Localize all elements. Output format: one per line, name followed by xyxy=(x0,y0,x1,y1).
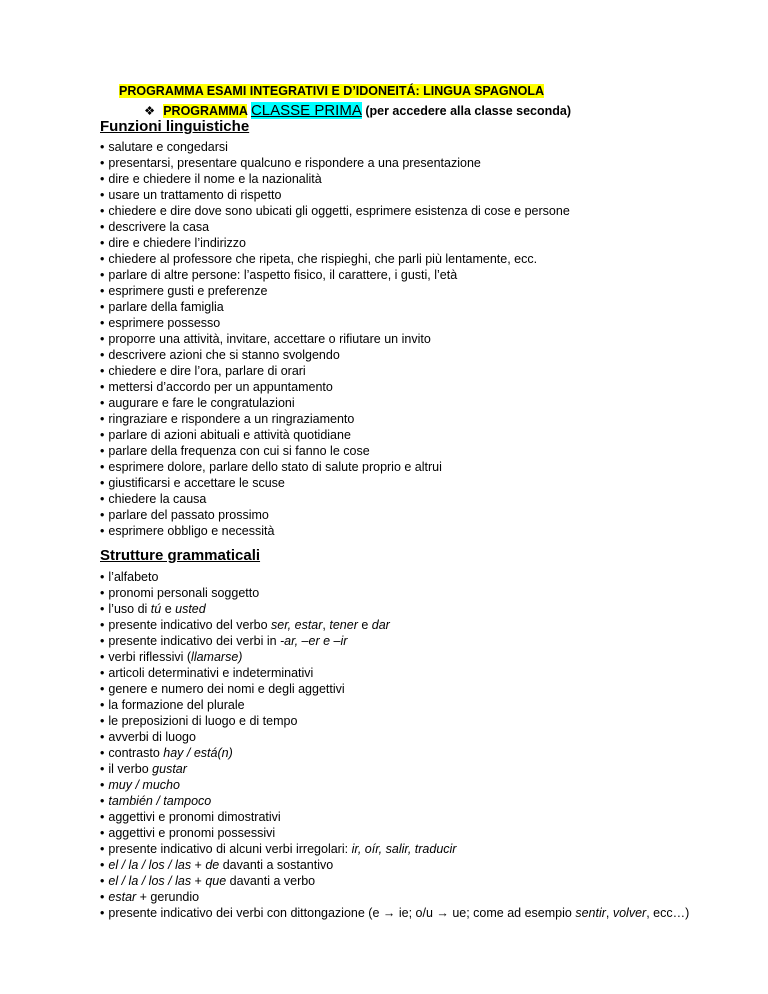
list-item xyxy=(100,347,570,363)
list-item-text: volver xyxy=(612,906,647,920)
list-item-text: esprimere possesso xyxy=(108,316,221,330)
list-item xyxy=(100,873,689,889)
list-item-text: muy / mucho xyxy=(108,778,180,792)
list-item xyxy=(100,379,570,395)
strutture-heading: Strutture grammaticali xyxy=(100,547,261,564)
list-item-text: pronomi personali soggetto xyxy=(108,586,260,600)
list-item xyxy=(100,171,570,187)
list-item-text: proporre una attività, invitare, accettare o rifiutare un invito xyxy=(108,332,431,346)
list-item xyxy=(100,203,570,219)
list-item-text: el / la / los / las xyxy=(108,858,192,872)
list-item xyxy=(100,491,570,507)
list-item-text: + gerundio xyxy=(136,890,200,904)
bullet-icon: • xyxy=(100,778,105,792)
document-title xyxy=(119,84,544,98)
subtitle-suffix: (per accedere alla classe seconda) xyxy=(365,104,572,118)
list-item-text: presente indicativo del verbo xyxy=(108,618,271,632)
list-item-text: dar xyxy=(371,618,390,632)
document-title-text: PROGRAMMA ESAMI INTEGRATIVI E D’IDONEITÁ: LINGUA SPAGNOLA xyxy=(119,84,544,98)
list-item-text: la formazione del plurale xyxy=(108,698,245,712)
list-item xyxy=(100,617,689,633)
bullet-icon: • xyxy=(100,380,105,394)
list-item xyxy=(100,761,689,777)
list-item xyxy=(100,857,689,873)
list-item-text: parlare del passato prossimo xyxy=(108,508,269,522)
bullet-icon: • xyxy=(100,252,105,266)
list-item-text: verbi riflessivi ( xyxy=(108,650,192,664)
list-item xyxy=(100,809,689,825)
list-item-text: ser, estar xyxy=(271,618,323,632)
bullet-icon: • xyxy=(100,570,105,584)
bullet-icon: • xyxy=(100,412,105,426)
list-item-text: , xyxy=(605,906,613,920)
list-item xyxy=(100,315,570,331)
bullet-icon: • xyxy=(100,300,105,314)
bullet-icon: • xyxy=(100,460,105,474)
funzioni-heading: Funzioni linguistiche xyxy=(100,118,250,135)
list-item xyxy=(100,601,689,617)
list-item-text: el / la / los / las xyxy=(108,874,192,888)
list-item-text: llamarse) xyxy=(191,650,243,664)
list-item-text: articoli determinativi e indeterminativi xyxy=(108,666,314,680)
list-item-text: + xyxy=(191,858,206,872)
funzioni-list xyxy=(100,139,570,539)
document-subtitle xyxy=(144,102,571,119)
bullet-icon: • xyxy=(100,746,105,760)
list-item xyxy=(100,331,570,347)
list-item xyxy=(100,777,689,793)
bullet-icon: • xyxy=(100,316,105,330)
list-item xyxy=(100,251,570,267)
list-item-text: descrivere azioni che si stanno svolgendo xyxy=(108,348,340,362)
diamond-bullet-icon: ❖ xyxy=(144,104,156,118)
bullet-icon: • xyxy=(100,858,105,872)
list-item-text: l’uso di xyxy=(108,602,151,616)
list-item-text: esprimere obbligo e necessità xyxy=(108,524,275,538)
list-item-text: esprimere gusti e preferenze xyxy=(108,284,268,298)
bullet-icon: • xyxy=(100,204,105,218)
list-item-text: de xyxy=(205,858,220,872)
bullet-icon: • xyxy=(100,634,105,648)
list-item xyxy=(100,459,570,475)
list-item xyxy=(100,283,570,299)
list-item-text: dire e chiedere l’indirizzo xyxy=(108,236,246,250)
list-item-text: tener xyxy=(329,618,358,632)
list-item xyxy=(100,299,570,315)
list-item-text: que xyxy=(205,874,227,888)
list-item-text: gustar xyxy=(152,762,187,776)
list-item xyxy=(100,569,689,585)
list-item xyxy=(100,905,689,921)
list-item xyxy=(100,713,689,729)
list-item xyxy=(100,187,570,203)
bullet-icon: • xyxy=(100,826,105,840)
bullet-icon: • xyxy=(100,714,105,728)
bullet-icon: • xyxy=(100,810,105,824)
bullet-icon: • xyxy=(100,444,105,458)
bullet-icon: • xyxy=(100,492,105,506)
bullet-icon: • xyxy=(100,140,105,154)
bullet-icon: • xyxy=(100,188,105,202)
list-item xyxy=(100,507,570,523)
list-item xyxy=(100,155,570,171)
bullet-icon: • xyxy=(100,794,105,808)
bullet-icon: • xyxy=(100,650,105,664)
list-item xyxy=(100,633,689,649)
list-item-text: tú xyxy=(150,602,162,616)
list-item-text: le preposizioni di luogo e di tempo xyxy=(108,714,298,728)
list-item-text: aggettivi e pronomi dimostrativi xyxy=(108,810,281,824)
list-item-text: presente indicativo di alcuni verbi irregolari: xyxy=(108,842,352,856)
bullet-icon: • xyxy=(100,156,105,170)
bullet-icon: • xyxy=(100,666,105,680)
list-item-text: ringraziare e rispondere a un ringraziamento xyxy=(108,412,355,426)
list-item-text: -ar, –er e –ir xyxy=(280,634,348,648)
list-item-text: + xyxy=(191,874,206,888)
list-item-text: il verbo xyxy=(108,762,153,776)
list-item-text: parlare di azioni abituali e attività quotidiane xyxy=(108,428,351,442)
list-item xyxy=(100,697,689,713)
list-item xyxy=(100,729,689,745)
list-item-text: e xyxy=(161,602,176,616)
list-item xyxy=(100,649,689,665)
bullet-icon: • xyxy=(100,348,105,362)
list-item xyxy=(100,841,689,857)
list-item-text: parlare di altre persone: l’aspetto fisico, il carattere, i gusti, l’età xyxy=(108,268,458,282)
list-item-text: chiedere la causa xyxy=(108,492,207,506)
bullet-icon: • xyxy=(100,236,105,250)
list-item-text: hay / está(n) xyxy=(163,746,233,760)
subtitle-prefix: PROGRAMMA xyxy=(163,104,248,118)
list-item xyxy=(100,523,570,539)
bullet-icon: • xyxy=(100,874,105,888)
list-item xyxy=(100,889,689,905)
bullet-icon: • xyxy=(100,284,105,298)
list-item-text: chiedere al professore che ripeta, che rispieghi, che parli più lentamente, ecc. xyxy=(108,252,538,266)
list-item-text: giustificarsi e accettare le scuse xyxy=(108,476,285,490)
list-item xyxy=(100,665,689,681)
list-item-text: e xyxy=(357,618,372,632)
bullet-icon: • xyxy=(100,476,105,490)
list-item-text: descrivere la casa xyxy=(108,220,210,234)
bullet-icon: • xyxy=(100,906,105,920)
list-item-text: l’alfabeto xyxy=(108,570,159,584)
list-item-text: davanti a verbo xyxy=(226,874,316,888)
list-item-text: mettersi d’accordo per un appuntamento xyxy=(108,380,333,394)
list-item-text: chiedere e dire l’ora, parlare di orari xyxy=(108,364,306,378)
bullet-icon: • xyxy=(100,586,105,600)
list-item-text: también / tampoco xyxy=(108,794,212,808)
list-item-text: presente indicativo dei verbi con dittongazione (e → ie; o/u → ue; come ad esempio xyxy=(108,906,576,920)
bullet-icon: • xyxy=(100,172,105,186)
bullet-icon: • xyxy=(100,428,105,442)
list-item-text: , xyxy=(322,618,330,632)
list-item xyxy=(100,427,570,443)
bullet-icon: • xyxy=(100,524,105,538)
list-item xyxy=(100,411,570,427)
list-item xyxy=(100,219,570,235)
bullet-icon: • xyxy=(100,890,105,904)
list-item-text: presentarsi, presentare qualcuno e rispondere a una presentazione xyxy=(108,156,481,170)
list-item-text: dire e chiedere il nome e la nazionalità xyxy=(108,172,322,186)
list-item xyxy=(100,267,570,283)
list-item xyxy=(100,395,570,411)
list-item-text: usted xyxy=(175,602,206,616)
list-item xyxy=(100,443,570,459)
list-item xyxy=(100,363,570,379)
list-item-text: esprimere dolore, parlare dello stato di salute proprio e altrui xyxy=(108,460,442,474)
list-item xyxy=(100,825,689,841)
bullet-icon: • xyxy=(100,268,105,282)
list-item-text: aggettivi e pronomi possessivi xyxy=(108,826,276,840)
list-item-text: presente indicativo dei verbi in xyxy=(108,634,281,648)
bullet-icon: • xyxy=(100,364,105,378)
list-item xyxy=(100,681,689,697)
list-item-text: augurare e fare le congratulazioni xyxy=(108,396,295,410)
list-item xyxy=(100,139,570,155)
list-item-text: chiedere e dire dove sono ubicati gli oggetti, esprimere esistenza di cose e persone xyxy=(108,204,570,218)
bullet-icon: • xyxy=(100,682,105,696)
list-item-text: , ecc…) xyxy=(646,906,690,920)
bullet-icon: • xyxy=(100,730,105,744)
bullet-icon: • xyxy=(100,220,105,234)
list-item xyxy=(100,475,570,491)
list-item-text: parlare della famiglia xyxy=(108,300,224,314)
list-item-text: ir, oír, salir, traducir xyxy=(351,842,457,856)
strutture-list xyxy=(100,569,689,921)
list-item-text: davanti a sostantivo xyxy=(219,858,334,872)
bullet-icon: • xyxy=(100,332,105,346)
subtitle-class: CLASSE PRIMA xyxy=(250,102,362,119)
list-item-text: parlare della frequenza con cui si fanno le cose xyxy=(108,444,370,458)
list-item xyxy=(100,745,689,761)
list-item xyxy=(100,793,689,809)
list-item-text: contrasto xyxy=(108,746,164,760)
list-item-text: sentir xyxy=(575,906,606,920)
list-item-text: salutare e congedarsi xyxy=(108,140,228,154)
list-item-text: usare un trattamento di rispetto xyxy=(108,188,282,202)
bullet-icon: • xyxy=(100,602,105,616)
bullet-icon: • xyxy=(100,618,105,632)
bullet-icon: • xyxy=(100,842,105,856)
list-item-text: avverbi di luogo xyxy=(108,730,196,744)
list-item xyxy=(100,585,689,601)
list-item-text: estar xyxy=(108,890,137,904)
bullet-icon: • xyxy=(100,396,105,410)
list-item-text: genere e numero dei nomi e degli aggettivi xyxy=(108,682,345,696)
bullet-icon: • xyxy=(100,698,105,712)
list-item xyxy=(100,235,570,251)
bullet-icon: • xyxy=(100,762,105,776)
bullet-icon: • xyxy=(100,508,105,522)
